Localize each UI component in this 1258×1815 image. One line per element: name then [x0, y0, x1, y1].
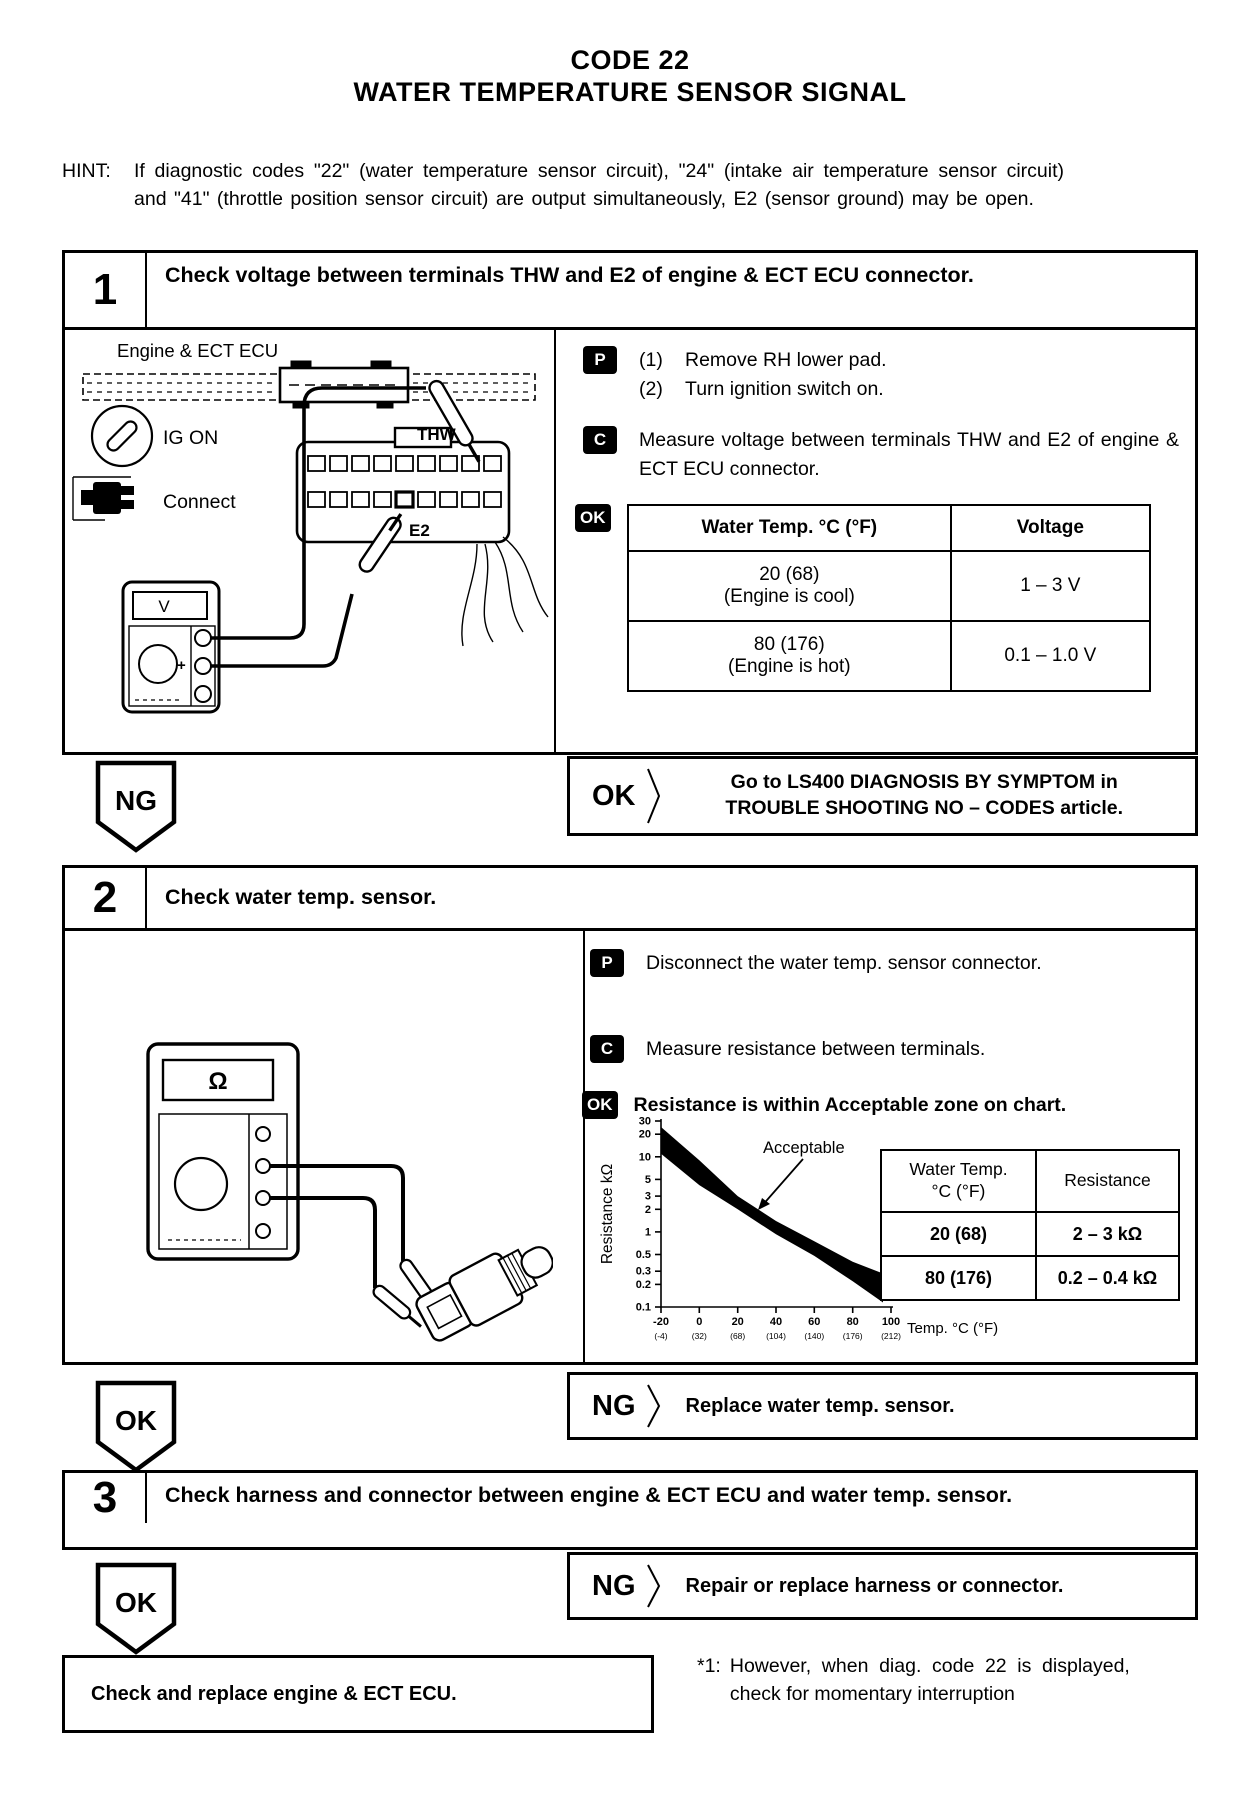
- footnote: [697, 1652, 1189, 1709]
- table-row: [628, 621, 1150, 691]
- step2-body: [65, 931, 1195, 1362]
- step2-ok-text: Resistance is within Acceptable zone on chart.: [633, 1094, 1067, 1116]
- table-row: [881, 1256, 1179, 1300]
- ok-pentagon-label: OK: [115, 1405, 157, 1436]
- prepare-item-2: [639, 375, 887, 404]
- ng-flow-label: NG: [592, 1389, 636, 1422]
- x-tick: 80: [846, 1316, 859, 1328]
- check-badge: C: [583, 426, 617, 454]
- y-tick: 0.1: [635, 1301, 651, 1314]
- step3-number: 3: [65, 1473, 147, 1523]
- item-number: (1): [639, 349, 663, 371]
- step2-header: [65, 868, 1195, 931]
- temp-cell: 20 (68): [881, 1212, 1036, 1256]
- ohmmeter-leads-drawing: [270, 1166, 403, 1288]
- ohmmeter-omega-label: Ω: [208, 1068, 228, 1095]
- flow-chevron-icon: [646, 1563, 662, 1609]
- x-tick: -20: [653, 1316, 669, 1328]
- temp-value: 80 (176): [753, 634, 825, 655]
- hint-text: If diagnostic codes "22" (water temperature sensor circuit), "24" (intake air temperature sensor circuit) and "41" (throttle position sensor circuit) are output simultaneously, E2 (sensor ground) may be open.: [134, 160, 1064, 210]
- step1-title: Check voltage between terminals THW and E2 of engine & ECT ECU connector.: [165, 263, 974, 287]
- step1-ok-row: [575, 504, 1200, 692]
- prepare-badge: P: [583, 346, 617, 374]
- ig-on-label: IG ON: [163, 427, 219, 449]
- y-axis-title: [599, 1164, 616, 1264]
- page-title: [62, 44, 1198, 109]
- x-tick-f: (140): [804, 1331, 825, 1341]
- ng-action-text: Repair or replace harness or connector.: [685, 1574, 1064, 1597]
- step2-ohmmeter-diagram: [73, 1026, 553, 1362]
- step2-check-text: Measure resistance between terminals.: [646, 1038, 986, 1060]
- svg-text:Resistance kΩ: Resistance kΩ: [599, 1163, 616, 1265]
- ignition-key-icon: [92, 406, 152, 466]
- y-tick-labels: [636, 1116, 651, 1314]
- voltage-spec-table: [627, 504, 1151, 692]
- step1-prepare-items: [639, 346, 887, 405]
- resistance-cell: 0.2 – 0.4 kΩ: [1036, 1256, 1179, 1300]
- y-tick: 5: [644, 1173, 651, 1186]
- final-action-text: Check and replace engine & ECT ECU.: [91, 1682, 457, 1705]
- voltage-cell: 0.1 – 1.0 V: [951, 621, 1149, 691]
- step1-box: [62, 250, 1198, 755]
- step1-header: [65, 253, 1195, 330]
- temp-header-line2: °C (°F): [931, 1181, 986, 1201]
- step1-number: 1: [65, 253, 147, 327]
- x-tick-labels-fahrenheit: [654, 1331, 901, 1341]
- acceptable-annotation: Acceptable: [763, 1139, 845, 1157]
- step3-ok-pentagon: [95, 1562, 177, 1658]
- step2-divider: [583, 931, 585, 1362]
- resistance-cell: 2 – 3 kΩ: [1036, 1212, 1179, 1256]
- step1-divider: [554, 330, 556, 752]
- y-tick: 10: [638, 1151, 651, 1164]
- thw-label: THW: [417, 425, 456, 444]
- voltage-cell: 1 – 3 V: [951, 551, 1149, 621]
- y-tick: 1: [644, 1226, 651, 1239]
- step1-prepare-row: [583, 346, 1193, 405]
- step1-wiring-diagram: [65, 330, 554, 752]
- step1-ok-callout: [567, 756, 1198, 836]
- hint-block: [62, 158, 1072, 213]
- footnote-label: *1:: [697, 1655, 721, 1677]
- step2-ng-callout: [567, 1372, 1198, 1440]
- ok-action-text: [662, 770, 1196, 821]
- item-text: Turn ignition switch on.: [685, 378, 884, 401]
- table-header-row: [881, 1150, 1179, 1212]
- x-tick-f: (104): [766, 1331, 786, 1341]
- connect-icon: [73, 477, 134, 520]
- page-title-name: WATER TEMPERATURE SENSOR SIGNAL: [353, 77, 907, 108]
- temp-value: 20 (68): [759, 564, 820, 585]
- temp-cell: [628, 551, 952, 621]
- step3-ng-callout: [567, 1552, 1198, 1620]
- step2-prepare-row: [590, 949, 1190, 978]
- resistance-spec-table: [880, 1149, 1180, 1301]
- prepare-badge: P: [590, 949, 624, 977]
- voltmeter-plus-label: +: [177, 657, 186, 674]
- ok-badge: OK: [582, 1091, 618, 1119]
- x-tick: 100: [881, 1316, 901, 1328]
- ok-flow-label: OK: [592, 779, 636, 812]
- ecu-label: Engine & ECT ECU: [117, 340, 279, 361]
- ok-action-line1: Go to LS400 DIAGNOSIS BY SYMPTOM in: [730, 771, 1118, 794]
- step1-body: [65, 330, 1195, 752]
- y-tick: 0.5: [635, 1249, 651, 1261]
- voltmeter-drawing: [123, 582, 219, 712]
- y-tick: 2: [644, 1203, 651, 1216]
- x-tick-f: (212): [881, 1331, 901, 1341]
- step3-box: [62, 1470, 1198, 1550]
- step2-check-row: [590, 1035, 1190, 1064]
- temp-column-header: Water Temp. °C (°F): [628, 505, 952, 551]
- temp-header-line1: Water Temp.: [909, 1159, 1008, 1180]
- step1-check-row: [583, 426, 1193, 485]
- resistance-column-header: Resistance: [1036, 1150, 1179, 1212]
- x-tick-f: (-4): [654, 1331, 668, 1341]
- y-tick: 0.2: [635, 1278, 651, 1291]
- x-tick: 60: [808, 1316, 821, 1328]
- check-badge: C: [590, 1035, 624, 1063]
- ng-pentagon-label: NG: [115, 785, 157, 816]
- ng-action-text: Replace water temp. sensor.: [685, 1394, 955, 1417]
- temp-cell: [628, 621, 952, 691]
- table-row: [628, 551, 1150, 621]
- y-tick: 3: [644, 1190, 651, 1203]
- flow-chevron-icon: [646, 1383, 662, 1429]
- ng-flow-label: NG: [592, 1569, 636, 1602]
- step2-prepare-text: Disconnect the water temp. sensor connector.: [646, 952, 1042, 974]
- voltage-column-header: Voltage: [951, 505, 1149, 551]
- prepare-item-1: [639, 346, 887, 375]
- page-title-code: CODE 22: [570, 45, 690, 75]
- x-tick-f: (32): [691, 1331, 707, 1341]
- x-tick: 20: [731, 1316, 744, 1328]
- x-tick-labels-celsius: [653, 1316, 900, 1328]
- ok-action-line2: TROUBLE SHOOTING NO – CODES article.: [725, 797, 1124, 819]
- temp-column-header: [881, 1150, 1036, 1212]
- x-axis-title: Temp. °C (°F): [907, 1320, 999, 1337]
- voltmeter-v-label: V: [158, 597, 170, 616]
- temp-cell: 80 (176): [881, 1256, 1036, 1300]
- y-tick: 20: [638, 1128, 651, 1141]
- footnote-text: However, when diag. code 22 is displayed, check for momentary interruption: [729, 1655, 1130, 1706]
- table-header-row: [628, 505, 1150, 551]
- step3-header: [65, 1473, 1195, 1523]
- final-action-box: [62, 1655, 654, 1733]
- flow-chevron-icon: [646, 767, 662, 825]
- x-tick: 0: [696, 1316, 703, 1328]
- step2-title: Check water temp. sensor.: [165, 885, 437, 910]
- step2-box: [62, 865, 1198, 1365]
- step3-title: Check harness and connector between engine & ECT ECU and water temp. sensor.: [165, 1483, 1013, 1507]
- x-tick-f: (68): [730, 1331, 746, 1341]
- item-text: Remove RH lower pad.: [685, 349, 887, 371]
- y-tick: 0.3: [635, 1265, 651, 1278]
- ecu-connector-drawing: [297, 428, 509, 542]
- temp-note: (Engine is cool): [723, 586, 855, 607]
- item-number: (2): [639, 378, 663, 401]
- hint-label: HINT:: [62, 160, 111, 182]
- ecu-strip-drawing: [83, 361, 535, 408]
- step2-ok-pentagon: [95, 1380, 177, 1476]
- ok-badge: OK: [575, 504, 611, 532]
- e2-label: E2: [409, 521, 430, 540]
- x-tick: 40: [769, 1316, 783, 1328]
- x-tick-f: (176): [842, 1331, 863, 1341]
- ok-pentagon-label: OK: [115, 1587, 157, 1618]
- table-row: [881, 1212, 1179, 1256]
- step1-check-text: Measure voltage between terminals THW and E2 of engine & ECT ECU connector.: [639, 429, 1179, 481]
- step1-ng-pentagon: [95, 760, 177, 856]
- connect-label: Connect: [163, 491, 236, 513]
- y-tick: 30: [638, 1115, 651, 1128]
- temp-note: (Engine is hot): [728, 656, 851, 677]
- harness-wires-drawing: [462, 537, 548, 646]
- step2-number: 2: [65, 868, 147, 928]
- water-temp-sensor-drawing: [412, 1231, 553, 1347]
- annotation-arrow: [760, 1159, 803, 1208]
